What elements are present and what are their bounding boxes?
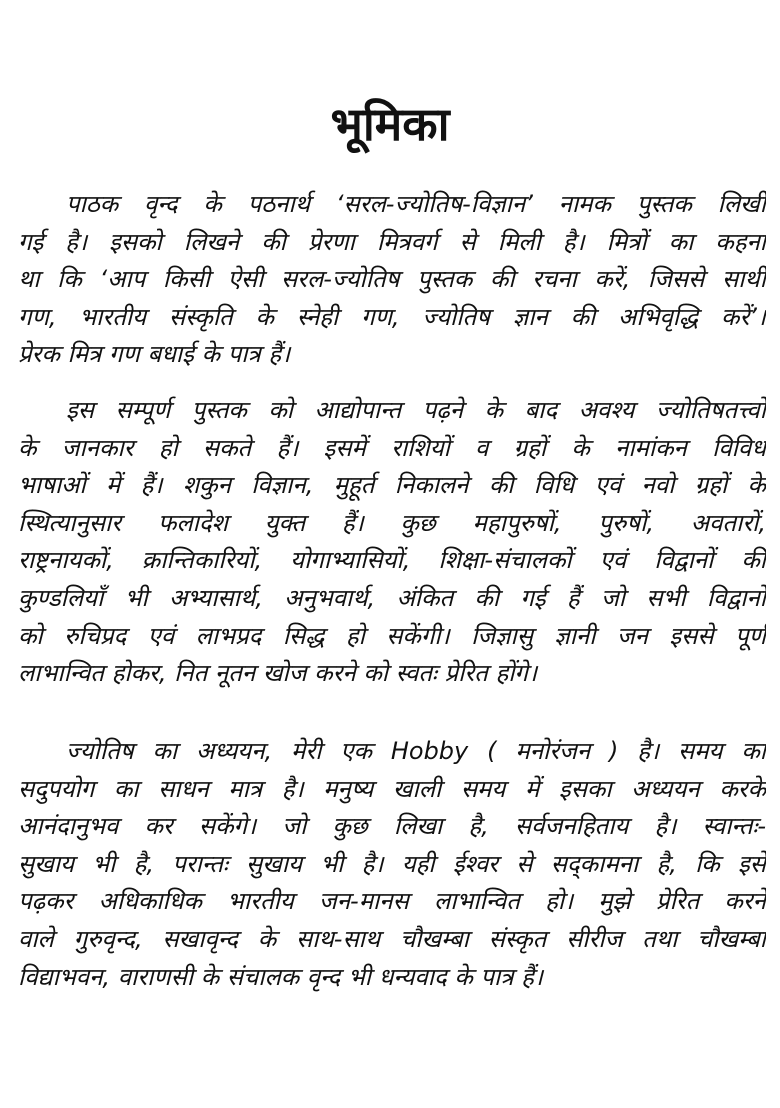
text-line: सुखाय भी है, परान्तः सुखाय भी है। यही ईश्वर से सद्कामना है, कि इसे xyxy=(18,849,766,878)
text-line: आनंदानुभव कर सकेंगे। जो कुछ लिखा है, सर्वजनहिताय है। स्वान्तः- xyxy=(18,812,766,841)
text-line: राष्ट्रनायकों, क्रान्तिकारियों, योगाभ्यासियों, शिक्षा-संचालकों एवं विद्वानों की xyxy=(18,546,766,575)
text-line: स्थित्यानुसार फलादेश युक्त हैं। कुछ महापुरुषों, पुरुषों, अवतारों, xyxy=(18,508,766,537)
text-line: इस सम्पूर्ण पुस्तक को आद्योपान्त पढ़ने के बाद अवश्य ज्योतिषतत्त्वों xyxy=(66,396,766,424)
paragraph-1 xyxy=(18,186,766,374)
page-title: भूमिका xyxy=(330,97,450,151)
text-line: गई है। इसको लिखने की प्रेरणा मित्रवर्ग से मिली है। मित्रों का कहना xyxy=(18,227,766,256)
text-line: पढ़कर अधिकाधिक भारतीय जन-मानस लाभान्वित हो। मुझे प्रेरित करने xyxy=(18,887,766,916)
text-line: पाठक वृन्द के पठनार्थ ‘सरल-ज्योतिष-विज्ञान’ नामक पुस्तक लिखी xyxy=(66,190,766,218)
text-line: भाषाओं में हैं। शकुन विज्ञान, मुहूर्त निकालने की विधि एवं नवो ग्रहों के xyxy=(18,471,766,500)
text-line: ज्योतिष का अध्ययन, मेरी एक Hobby ( मनोरंजन ) है। समय का xyxy=(66,737,766,765)
text-line: लाभान्वित होकर, नित नूतन खोज करने को स्वतः प्रेरित होंगे। xyxy=(18,659,538,688)
text-line: कुण्डलियाँ भी अभ्यासार्थ, अनुभवार्थ, अंकित की गई हैं जो सभी विद्वानों xyxy=(18,583,766,612)
text-line: गण, भारतीय संस्कृति के स्नेही गण, ज्योतिष ज्ञान की अभिवृद्धि करें’। xyxy=(18,302,766,331)
text-line: प्रेरक मित्र गण बधाई के पात्र हैं। xyxy=(18,340,291,369)
paragraph-2 xyxy=(18,392,766,693)
text-line: के जानकार हो सकते हैं। इसमें राशियों व ग्रहों के नामांकन विविध xyxy=(18,433,766,462)
text-line: विद्याभवन, वाराणसी के संचालक वृन्द भी धन्यवाद के पात्र हैं। xyxy=(18,962,543,991)
text-line: को रुचिप्रद एवं लाभप्रद सिद्ध हो सकेंगी। जिज्ञासु ज्ञानी जन इससे पूर्ण xyxy=(18,621,766,650)
text-line: वाले गुरुवृन्द, सखावृन्द के साथ-साथ चौखम्बा संस्कृत सीरीज तथा चौखम्बा xyxy=(18,924,766,953)
text-line: था कि ‘आप किसी ऐसी सरल-ज्योतिष पुस्तक की रचना करें, जिससे साथी xyxy=(18,265,766,294)
paragraph-3 xyxy=(18,733,766,996)
text-line: सदुपयोग का साधन मात्र है। मनुष्य खाली समय में इसका अध्ययन करके xyxy=(18,774,766,803)
